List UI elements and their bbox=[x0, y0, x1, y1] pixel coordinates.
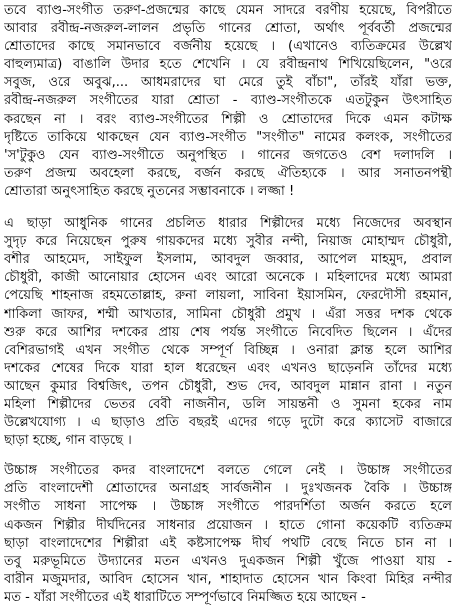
text-line: বাহুল্যমাত্র) বাঙালি উদার হতে শেখেনি । যে রবীন্দ্রনাথ শিখিয়েছিলেন, "ওরে bbox=[4, 57, 452, 73]
text-line: চৌধুরী, কাজী আনোয়ার হোসেন এবং আরো অনেকে । মহিলাদের মধ্যে আমরা bbox=[4, 270, 452, 286]
text-line: তবে ব্যাণ্ড-সংগীত তরুণ-প্রজন্মের কাছে যেমন সাদরে বরণীয় হয়েছে, বিপরীতে bbox=[4, 3, 452, 18]
text-line: ছাড়া হচ্ছে, গান বাড়ছে । bbox=[4, 433, 132, 449]
text-line: সবুজ, ওরে অবুঝ,... আধমরাদের ঘা মেরে তুই বাঁচা", তাঁরই যাঁরা ভক্ত, bbox=[4, 75, 452, 91]
text-line: বেশিরভাগই এখন সংগীত থেকে সম্পূর্ণ বিচ্ছিন্ন । ওনারা ক্লান্ত হলে আশির bbox=[4, 342, 452, 358]
paragraph-classical-music bbox=[4, 462, 452, 607]
text-line: শুরু করে আশির দশকের প্রায় শেষ পর্যন্ত সংগীতে নিবেদিত ছিলেন । এঁদের bbox=[4, 324, 452, 340]
text-line: 'স'টুকুও যেন ব্যাণ্ড-সংগীতে অনুপস্থিত । গানের জগতেও বেশ দলাদলি । bbox=[4, 147, 452, 163]
text-line: শ্রোতারা অনুৎসাহিত করছে নুতনের সম্ভাবনাকে । লজ্জা ! bbox=[4, 183, 295, 199]
text-line: পেয়েছি শাহনাজ রহমতোল্লাহ, রুনা লায়লা, সাবিনা ইয়াসমিন, ফেরদৌসী রহমান, bbox=[4, 288, 452, 304]
text-line: সুদৃঢ় করে নিয়েছেন পুরুষ গায়কদের মধ্যে সুবীর নন্দী, নিয়াজ মোহাম্মদ চৌধুরী, bbox=[4, 234, 452, 250]
text-line: রবীন্দ্র-নজরুল সংগীতের যারা শ্রোতা - ব্যাণ্ড-সংগীতকে এতটুকুন উৎসাহিত bbox=[4, 93, 452, 109]
paragraph-band-music bbox=[4, 2, 452, 201]
text-line: তবু মরুভূমিতে উদ্যানের মতন এখনও দুএকজন শিল্পী খুঁজে পাওয়া যায় - bbox=[4, 553, 452, 569]
text-line: দৃষ্টিতে তাকিয়ে থাকছেন যেন ব্যাণ্ড-সংগীত "সংগীত" নামের কলংক, সংগীতের bbox=[4, 129, 452, 145]
paragraph-spacer bbox=[4, 450, 452, 462]
text-line: একজন শিল্পীর দীর্ঘদিনের সাধনার প্রয়োজন । হাতে গোনা কয়েকটি ব্যতিক্রম bbox=[4, 517, 452, 533]
text-line: শাকিলা জাফর, শম্মী আখতার, সামিনা চৌধুরী প্রমুখ । এঁরা সত্তর দশক থেকে bbox=[4, 306, 452, 322]
text-line: করছেন না । বরং ব্যাণ্ড-সংগীতের শিল্পী ও শ্রোতাদের দিকে এমন কটাক্ষ bbox=[4, 111, 452, 127]
paragraph-modern-songs bbox=[4, 215, 452, 450]
text-line: উচ্চাঙ্গ সংগীতের কদর বাংলাদেশে বলতে গেলে নেই । উচ্চাঙ্গ সংগীতের bbox=[4, 463, 452, 479]
text-line: এ ছাড়া আধুনিক গানের প্রচলিত ধারার শিল্পীদের মধ্যে নিজেদের অবস্থান bbox=[4, 216, 452, 232]
text-line: আছেন কুমার বিশ্বজিৎ, তপন চৌধুরী, শুভ দেব, আবদুল মান্নান রানা । নতুন bbox=[4, 378, 452, 394]
text-line: মত - যাঁরা সংগীতের এই ধারাটিতে সম্পূর্ণভাবে নিমজ্জিত হয়ে আছেন - bbox=[4, 589, 366, 605]
text-line: দশকের শেষের দিকে যারা হাল ধরেছেন এবং এখনও ছাড়েননি তাঁদের মধ্যে bbox=[4, 360, 452, 376]
text-line: প্রতি বাংলাদেশী শ্রোতাদের অনাগ্রহ সার্বজনীন । দুঃখজনক বৈকি । উচ্চাঙ্গ bbox=[4, 481, 452, 497]
paragraph-spacer bbox=[4, 201, 452, 215]
text-line: আবার রবীন্দ্র-নজরুল-লালন প্রভৃতি গানের শ্রোতা, অর্থাৎ পূর্ববর্তী প্রজন্মের bbox=[4, 21, 452, 37]
text-line: উল্লেখযোগ্য । এ ছাড়াও প্রতি বছরই এদের গড়ে দুটো করে ক্যাসেট বাজারে bbox=[4, 415, 452, 431]
text-line: ছাড়া বাংলাদেশের শিল্পীরা এই কষ্টসাপেক্ষ দীর্ঘ পথটি বেছে নিতে চান না । bbox=[4, 535, 452, 551]
text-line: বশীর আহমেদ, সাইফুল ইসলাম, আবদুল জব্বার, আপেল মাহমুদ, প্রবাল bbox=[4, 252, 452, 268]
text-line: সংগীত সাধনা সাপেক্ষ । উচ্চাঙ্গ সংগীতে পারদর্শিতা অর্জন করতে হলে bbox=[4, 499, 452, 515]
text-line: শ্রোতাদের কাছে সমানভাবে বর্জনীয় হয়েছে । (এখানেও ব্যতিক্রমের উল্লেখ bbox=[4, 39, 452, 55]
text-line: তরুণ প্রজন্ম অবহেলা করছে, বর্জন করছে ঐতিহ্যকে । আর সনাতনপন্থী bbox=[4, 165, 452, 181]
text-line: বারীন মজুমদার, আবিদ হোসেন খান, শাহাদাত হোসেন খান কিংবা মিহির নন্দীর bbox=[4, 571, 452, 587]
text-line: মহিলা শিল্পীদের ভেতর বেবী নাজনীন, ডলি সায়ন্তনী ও সুমনা হকের নাম bbox=[4, 396, 452, 412]
